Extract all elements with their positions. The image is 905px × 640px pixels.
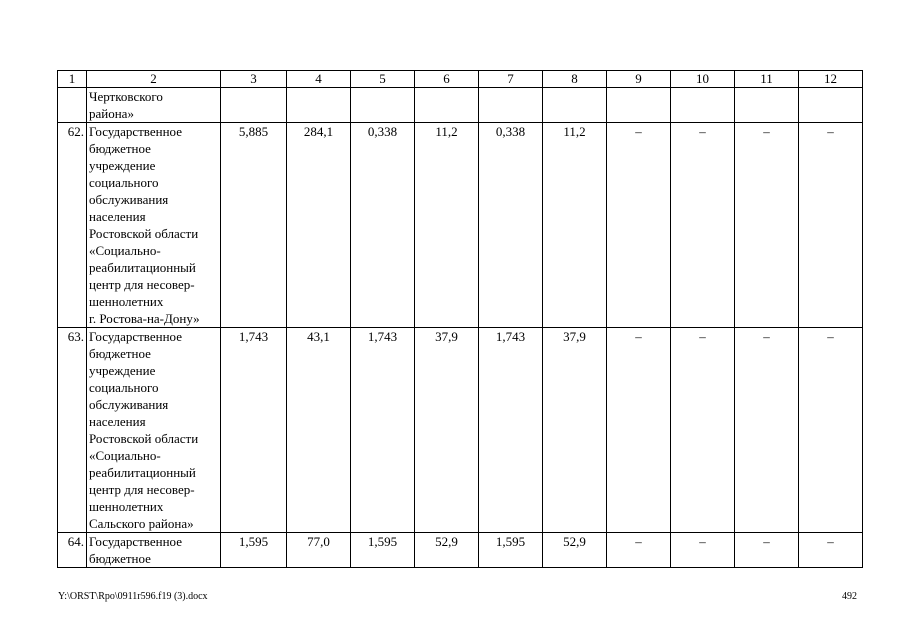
value-cell: 1,743 [479, 328, 543, 533]
name-line: реабилитационный [89, 260, 196, 275]
name-line: Государственное [89, 534, 182, 549]
value-cell: 1,595 [479, 533, 543, 568]
institution-name [87, 533, 221, 568]
value-cell: – [671, 123, 735, 328]
value-cell: 11,2 [543, 123, 607, 328]
table-row [58, 328, 863, 533]
name-line: населения [89, 414, 146, 429]
value-cell [415, 88, 479, 123]
value-cell: 52,9 [543, 533, 607, 568]
name-line: Государственное [89, 329, 182, 344]
name-line: центр для несовер- [89, 482, 195, 497]
value-cell: – [607, 533, 671, 568]
name-line: Ростовской области [89, 431, 199, 446]
value-cell [607, 88, 671, 123]
row-number-cell [58, 88, 87, 123]
name-line: учреждение [89, 158, 156, 173]
value-cell: 1,743 [221, 328, 287, 533]
value-cell: 43,1 [287, 328, 351, 533]
name-line: учреждение [89, 363, 156, 378]
value-cell: 11,2 [415, 123, 479, 328]
name-line: Чертковского [89, 89, 163, 104]
institution-name [87, 328, 221, 533]
column-header: 5 [351, 71, 415, 88]
column-header: 7 [479, 71, 543, 88]
name-line: бюджетное [89, 551, 151, 566]
value-cell: 77,0 [287, 533, 351, 568]
name-line: бюджетное [89, 141, 151, 156]
value-cell: – [735, 328, 799, 533]
name-cell [87, 88, 221, 123]
value-cell [351, 88, 415, 123]
column-header: 4 [287, 71, 351, 88]
value-cell [221, 88, 287, 123]
value-cell: – [607, 123, 671, 328]
data-table [57, 70, 863, 568]
institution-name [87, 123, 221, 328]
value-cell: 1,595 [351, 533, 415, 568]
column-header: 8 [543, 71, 607, 88]
name-line: «Социально- [89, 448, 161, 463]
name-line: социального [89, 175, 159, 190]
name-line: «Социально- [89, 243, 161, 258]
continuation-row [58, 88, 863, 123]
row-number: 62. [58, 123, 87, 328]
value-cell [735, 88, 799, 123]
value-cell: 0,338 [479, 123, 543, 328]
value-cell [671, 88, 735, 123]
value-cell: 37,9 [415, 328, 479, 533]
footer-file-path: Y:\ORST\Rpo\0911r596.f19 (3).docx [58, 591, 208, 602]
value-cell: – [799, 123, 863, 328]
value-cell: – [735, 123, 799, 328]
value-cell: 52,9 [415, 533, 479, 568]
value-cell: – [735, 533, 799, 568]
name-line: Ростовской области [89, 226, 199, 241]
value-cell: – [671, 328, 735, 533]
name-line: реабилитационный [89, 465, 196, 480]
column-header: 12 [799, 71, 863, 88]
table-row [58, 123, 863, 328]
value-cell [543, 88, 607, 123]
row-number: 63. [58, 328, 87, 533]
value-cell: – [799, 533, 863, 568]
value-cell [287, 88, 351, 123]
value-cell [799, 88, 863, 123]
value-cell [479, 88, 543, 123]
column-header: 3 [221, 71, 287, 88]
value-cell: – [671, 533, 735, 568]
name-line: обслуживания [89, 397, 169, 412]
column-header: 9 [607, 71, 671, 88]
column-header: 1 [58, 71, 87, 88]
column-header: 10 [671, 71, 735, 88]
row-number: 64. [58, 533, 87, 568]
value-cell: 284,1 [287, 123, 351, 328]
value-cell: 1,595 [221, 533, 287, 568]
name-line: населения [89, 209, 146, 224]
name-line: г. Ростова-на-Дону» [89, 311, 200, 326]
name-line: центр для несовер- [89, 277, 195, 292]
name-line: Сальского района» [89, 516, 194, 531]
header-row [58, 71, 863, 88]
column-header: 6 [415, 71, 479, 88]
name-line: шеннолетних [89, 294, 164, 309]
value-cell: 5,885 [221, 123, 287, 328]
table-row [58, 533, 863, 568]
name-line: района» [89, 106, 134, 121]
name-line: социального [89, 380, 159, 395]
name-line: шеннолетних [89, 499, 164, 514]
value-cell: 0,338 [351, 123, 415, 328]
value-cell: 37,9 [543, 328, 607, 533]
column-header: 2 [87, 71, 221, 88]
column-header: 11 [735, 71, 799, 88]
value-cell: 1,743 [351, 328, 415, 533]
name-line: Государственное [89, 124, 182, 139]
value-cell: – [799, 328, 863, 533]
value-cell: – [607, 328, 671, 533]
name-line: обслуживания [89, 192, 169, 207]
name-line: бюджетное [89, 346, 151, 361]
page-number: 492 [842, 591, 857, 602]
